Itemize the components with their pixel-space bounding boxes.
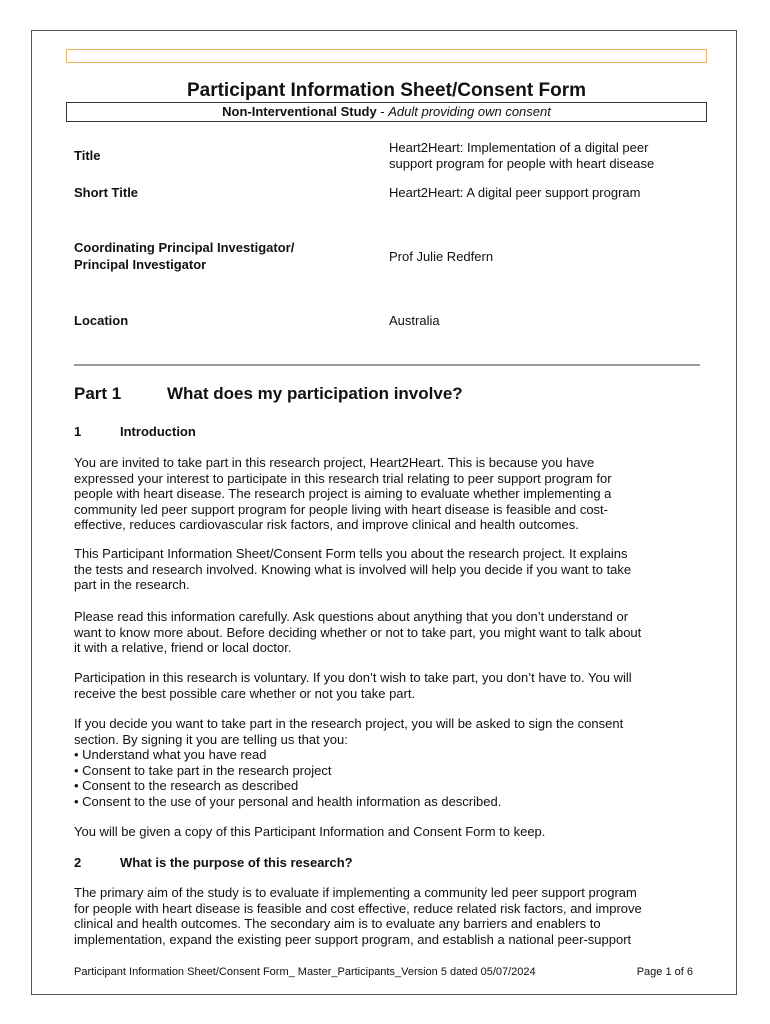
investigator-label-line: Coordinating Principal Investigator/ — [74, 240, 295, 255]
text-line: community led peer support program for people living with heart disease is feasible and cost- — [74, 501, 608, 517]
paragraph — [74, 609, 700, 656]
study-type: Non-Interventional Study — [222, 104, 377, 119]
paragraph — [74, 455, 700, 533]
bullet-item: • Consent to take part in the research project — [74, 762, 332, 778]
text-line: Please read this information carefully. Ask questions about anything that you don’t understand or — [74, 609, 629, 624]
text-line: expressed your interest to participate in this research trial relating to peer support program for — [74, 470, 612, 486]
text-line: the tests and research involved. Knowing what is involved will help you decide if you want to take — [74, 561, 632, 577]
text-line: clinical and health outcomes. The secondary aim is to evaluate any barriers and enablers to — [74, 916, 601, 931]
short-title-label: Short Title — [74, 185, 139, 200]
title-value — [389, 140, 654, 172]
section-number: 1 — [74, 424, 82, 439]
location-label: Location — [74, 313, 129, 328]
footer-document-id: Participant Information Sheet/Consent Form_ Master_Participants_Version 5 dated 05/07/2024 — [74, 966, 536, 978]
footer-page-number: Page 1 of 6 — [636, 966, 693, 978]
section-divider — [74, 364, 700, 366]
title-value-line: Heart2Heart: Implementation of a digital peer — [389, 140, 649, 155]
section-title: Introduction — [120, 424, 196, 439]
investigator-value: Prof Julie Redfern — [389, 249, 494, 264]
title-label: Title — [74, 148, 101, 163]
text-line: The primary aim of the study is to evaluate if implementing a community led peer support program — [74, 885, 637, 900]
text-line: Participation in this research is voluntary. If you don’t wish to take part, you don’t have to. You will — [74, 670, 632, 685]
header-banner-box — [66, 49, 707, 63]
text-line: If you decide you want to take part in the research project, you will be asked to sign the consent — [74, 716, 624, 731]
consent-type: Adult providing own consent — [388, 104, 551, 119]
page-title: Participant Information Sheet/Consent Form — [186, 80, 587, 101]
section-title: What is the purpose of this research? — [120, 855, 353, 870]
paragraph — [74, 546, 700, 593]
text-line: want to know more about. Before deciding whether or not to take part, you might want to talk about — [74, 624, 642, 640]
part-title: What does my participation involve? — [167, 384, 463, 403]
text-line: people with heart disease. The research project is aiming to evaluate whether implementing a — [74, 486, 612, 501]
section-heading — [74, 424, 196, 439]
text-line: effective, reduces cardiovascular risk factors, and improve clinical and health outcomes. — [74, 517, 579, 532]
section-number: 2 — [74, 855, 82, 870]
investigator-label-line: Principal Investigator — [74, 257, 207, 272]
text-line: section. By signing it you are telling us that you: — [74, 731, 348, 747]
part-heading — [74, 384, 463, 404]
short-title-value: Heart2Heart: A digital peer support program — [389, 185, 641, 200]
bullet-item: • Consent to the use of your personal and health information as described. — [74, 793, 502, 809]
title-value-line: support program for people with heart disease — [389, 156, 655, 171]
study-type-box — [66, 102, 707, 122]
study-type-separator: - — [376, 104, 389, 119]
paragraph — [74, 824, 700, 840]
paragraph — [74, 716, 700, 809]
text-line: it with a relative, friend or local doctor. — [74, 640, 292, 655]
text-line: You are invited to take part in this research project, Heart2Heart. This is because you have — [74, 455, 595, 470]
text-line: This Participant Information Sheet/Consent Form tells you about the research project. It explains — [74, 546, 628, 561]
part-number: Part 1 — [74, 384, 122, 403]
text-line: receive the best possible care whether or not you take part. — [74, 685, 416, 701]
bullet-item: • Consent to the research as described — [74, 778, 299, 793]
text-line: for people with heart disease is feasible and cost effective, reduce related risk factors, and improve — [74, 900, 642, 916]
section-heading — [74, 855, 353, 870]
text-line: part in the research. — [74, 577, 190, 592]
location-value: Australia — [389, 313, 440, 328]
text-line: You will be given a copy of this Participant Information and Consent Form to keep. — [74, 824, 546, 839]
investigator-label — [74, 239, 294, 273]
paragraph — [74, 885, 700, 947]
paragraph — [74, 670, 700, 701]
text-line: implementation, expand the existing peer support program, and establish a national peer-support — [74, 931, 632, 947]
bullet-item: • Understand what you have read — [74, 747, 267, 762]
